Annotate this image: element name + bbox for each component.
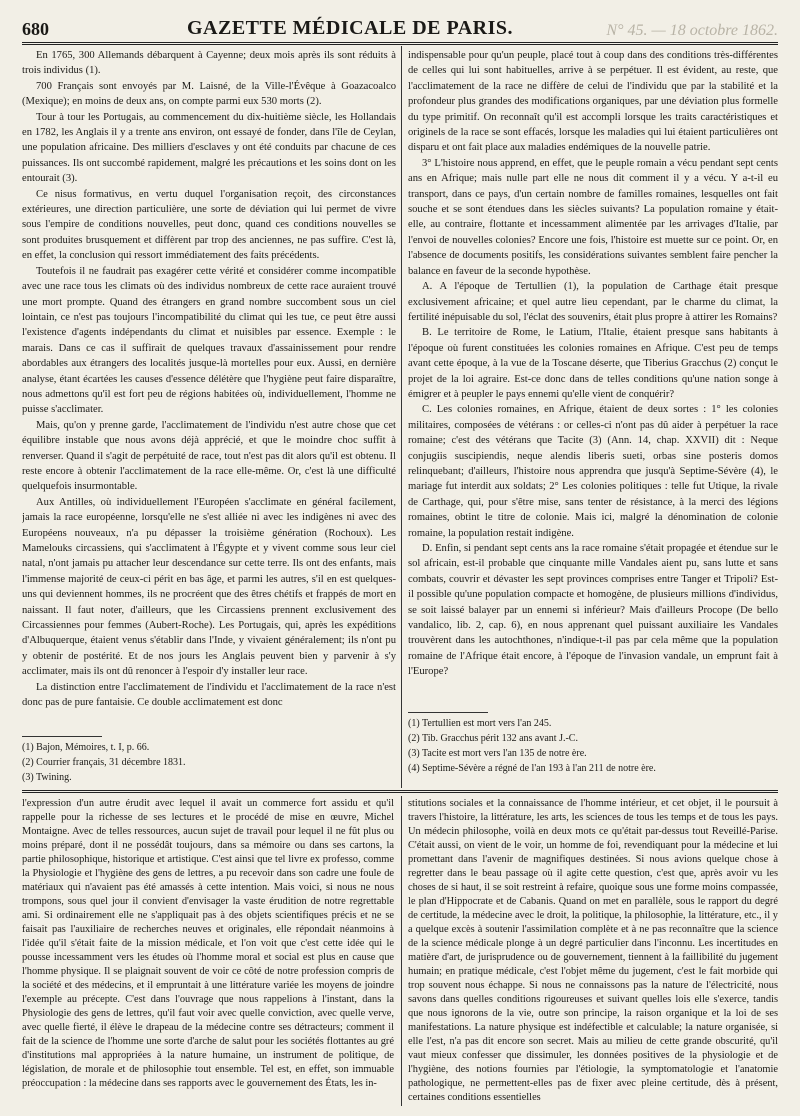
- paragraph: 3° L'histoire nous apprend, en effet, que le peuple romain a vécu pendant sept cents ans en Afrique; mais nulle part elle ne nous dit comment il y a vécu. Y a-t-il eu transport, dans ce pays, d'un certain nombre de familles romaines, lesquelles ont fait souche et se sont étendues dans les siècles suivants? La population romaine y était-elle, au contraire, flottante et incessamment alimentée par les arrivages d'Italie, par l'envoi de nouvelles colonies? Encore une fois, l'histoire est muette sur ce point. Or, en l'absence de documents positifs, les considérations suivantes semblent faire pencher la balance en faveur de la seconde hypothèse.: [408, 157, 778, 277]
- footnote-rule-right: [408, 712, 488, 713]
- footnotes-right: [408, 716, 778, 776]
- paragraph: Mais, qu'on y prenne garde, l'acclimatement de l'individu n'est autre chose que cet équilibre instable que nous avons déjà apprécié, et que le moindre choc suffit à renverser. Quand il s'agit de perpétuité de race, tout n'est pas dit alors qu'il est obtenu. Il reste encore à obtenir l'acclimatement de la race elle-même. Or, c'est là une difficulté quelquefois insurmontable.: [22, 419, 396, 493]
- paragraph: D. Enfin, si pendant sept cents ans la race romaine s'était propagée et étendue sur le sol africain, est-il probable que cinquante mille Vandales aient pu, sans lutte et sans combats, couvrir et dévaster les sept provinces comprises entre Tanger et Tripoli? Est-il possible qu'une population compacte et homogène, de plusieurs millions d'individus, se soit laissé balayer par un ennemi si inférieur? Mais d'ailleurs Procope (De bello vandalico, lib. 2, cap. 6), en nous apprenant quel puissant auxiliaire les Vandales trouvèrent dans les autochthones, n'indique-t-il pas par cela même que la population romaine de l'Afrique était encore, à l'époque de l'invasion vandale, un emprunt fait à l'Europe?: [408, 543, 778, 678]
- lower-right-text: stitutions sociales et la connaissance de l'homme intérieur, et cet objet, il le poursuit à travers l'histoire, la littérature, les arts, les sciences de tous les temps et de tous les pays. Un médecin philosophe, voilà en deux mots ce qu'était par-dessus tout Reveillé-Parise. C'était aussi, on vient de le voir, un homme de foi, revendiquant pour la médecine et lui promettant dans l'avenir de magnifiques destinées. Si nous avions quelque chose à regretter dans le beau passage où il agite cette question, c'est que, après avoir vu les choses de si haut, il se soit restreint à refaire, quoique sous une forme moins compassée, le plan d'Hippocrate et de Cabanis. Quand on met en parallèle, sous le rapport du degré de certitude, la médecine avec le droit, la politique, la philosophie, la littérature, etc., il y a quelque excès à soutenir l'assimilation complète et à ne pas reconnaître que la science de la science médicale plonge à un degré particulier dans l'inconnu. Les incertitudes en matière d'art, de jurisprudence ou de gouvernement, tiennent à la faillibilité du jugement humain; en pratique médicale, c'est l'objet même du jugement, c'est le fait morbide qui trop souvent nous échappe. Si nous ne connaissons pas la nature de l'électricité, nous savons dans quelles conditions rigoureuses et suivant quelles lois elle s'exerce, tandis que nous ignorons de la vie, outre son principe, la raison organique et la loi de ses manifestations. La nature physique est indéfectible et calculable; la nature organisée, si elle l'est, n'a pas dit encore son secret. Mais au milieu de cette grande obscurité, qu'il vaut mieux confesser que dissimuler, les données positives de la physiologie et de l'hygiène, des notions fournies par l'étiologie, la symptomatologie et l'anatomie pathologique, ne permettent-elles pas de fixer avec pleine certitude, dès à présent, certaines conditions essentielles: [408, 798, 778, 1103]
- lower-left-text: l'expression d'un autre érudit avec lequel il avait un commerce fort assidu et qu'il rappelle pour la richesse de ses lectures et le procédé de mise en œuvre, Michel Montaigne. Avec de telles ressources, aucun sujet de travail pour lequel il ne fût plus ou moins préparé, dont il ne possédât toujours, dans sa mémoire ou dans ses cartons, la partie philosophique, historique et artistique. C'est ainsi que tel livre ex professo, comme la Physiologie et l'hygiène des gens de lettres, a pu recevoir dans son cadre une foule de matériaux qui n'avaient pas été amassés à cette intention. Mais voici, si nous ne nous trompons, sous quel jour il convient d'envisager la vaste érudition de notre regrettable ami. Si ordinairement elle ne s'appliquait pas à des objets scientifiques précis et ne se faisait pas l'auxiliaire de recherches neuves et originales, elle répondait néanmoins à l'idée qu'il s'était faite de la mission médicale, et l'on voit que c'est cette idée qui le pousse incessamment vers les études où l'homme moral et social est plus en cause que l'homme physique. Il se plaignait souvent de voir ce côté de notre profession compris de la société et des médecins, et il empruntait à une littérature variée les moyens de joindre l'exemple au précepte. C'est dans l'ouvrage que nous rappelions à l'instant, dans la Physiologie des gens de lettres, qu'il faut voir avec quelle conviction, avec quelle verve, avec quelle fierté, il élève le drapeau de la médecine contre ses détracteurs; comment il fait de la science de l'homme une sorte d'arche de salut pour les sociétés flottantes au gré d'institutions mal appropriées à la nature humaine, un instrument de politique, de législation, de morale et de philosophie tout ensemble. Tel est, en effet, son immuable préoccupation : la médecine dans ses rapports avec le gouvernement des États, les in-: [22, 798, 394, 1089]
- footnote: (1) Bajon, Mémoires, t. I, p. 66.: [22, 742, 150, 753]
- paragraph: Aux Antilles, où individuellement l'Européen s'acclimate en général facilement, jamais la race européenne, lorsqu'elle ne s'est alliée ni avec les indigènes ni avec des Européens nouveaux, n'a pu dépasser la troisième génération (Rochoux). Les Mamelouks circassiens, qui s'acclimatent à l'Égypte et y vivent comme sous leur ciel natal, n'ont jamais pu attacher leur descendance sur cette terre. Ils ont des enfants, mais l'immense majorité de ceux-ci périt en bas âge, et parmi les autres, s'il en est quelques-uns qui deviennent hommes, ils ne procréent que des êtres chétifs et frappés de mort en naissant. Il faut noter, d'ailleurs, que les Circassiens prennent exclusivement des Circassiennes pour femmes (Aubert-Roche). Les Portugais, qui, après les expéditions d'Albuquerque, étaient venus s'établir dans l'Inde, y vivaient généralement; ils n'ont pu y obtenir de postérité. Et de nos jours les Anglais peuvent bien y parvenir à s'y acclimater, mais ils ont dû renoncer à l'espoir d'y installer leur race.: [22, 496, 396, 678]
- paragraph: Ce nisus formativus, en vertu duquel l'organisation reçoit, des circonstances extérieures, une direction particulière, une sorte de déviation qui lui permet de vivre sous l'empire de conditions nouvelles, peut donc, quand ces conditions nouvelles se sont produites brusquement et diffèrent par trop des anciennes, ne pas suffire. C'est là, en effet, la conclusion qui ressort immédiatement des faits précédents.: [22, 188, 396, 262]
- footnote: (2) Courrier français, 31 décembre 1831.: [22, 757, 186, 768]
- paragraph: Tour à tour les Portugais, au commencement du dix-huitième siècle, les Hollandais en 1782, les Anglais il y a trente ans environ, ont essayé de fonder, dans l'île de Ceylan, une population africaine. Des milliers d'esclaves y ont été conduits par chacune de ces puissances. Ils ont succombé rapidement, malgré les précautions et les soins dont on les entourait (3).: [22, 111, 396, 185]
- paragraph: 700 Français sont envoyés par M. Laisné, de la Ville-l'Évêque à Goazacoalco (Mexique); en moins de deux ans, on compte parmi eux 530 morts (2).: [22, 80, 396, 108]
- footnote-rule-left: [22, 736, 102, 737]
- paragraph: En 1765, 300 Allemands débarquent à Cayenne; deux mois après ils sont réduits à trois individus (1).: [22, 50, 396, 77]
- running-head-title: GAZETTE MÉDICALE DE PARIS.: [186, 17, 514, 39]
- feuilleton-rule: [22, 790, 778, 793]
- page-header: [22, 10, 778, 40]
- paragraph: A. A l'époque de Tertullien (1), la population de Carthage était presque exclusivement africaine; et quel autre lieu cependant, par le charme du climat, la fertilité inépuisable du sol, l'éclat des souvenirs, était plus propre à attirer les Romains?: [408, 281, 778, 323]
- footnote: (2) Tib. Gracchus périt 132 ans avant J.-C.: [408, 733, 578, 744]
- upper-right-column: [408, 48, 778, 706]
- footnotes-left: [22, 740, 396, 785]
- header-rule: [22, 42, 778, 45]
- lower-right-column: [408, 797, 778, 1109]
- page-number: 680: [22, 19, 49, 39]
- lower-left-column: [22, 797, 394, 1109]
- column-divider: [401, 46, 402, 788]
- footnote: (1) Tertullien est mort vers l'an 245.: [408, 718, 552, 729]
- footnote: (3) Tacite est mort vers l'an 135 de notre ère.: [408, 748, 587, 759]
- footnote: (3) Twining.: [22, 772, 72, 783]
- lower-column-divider: [401, 796, 402, 1106]
- bleed-through-date: N° 45. — 18 octobre 1862.: [606, 22, 778, 39]
- paragraph: Toutefois il ne faudrait pas exagérer cette vérité et considérer comme incompatible avec une race tous les climats où des individus nombreux de cette race auraient trouvé une mort prompte. Quand des étrangers en grand nombre succombent sous un ciel lointain, ce n'est pas toujours l'incompatibilité du climat qui les tue, ce peut être aussi l'existence d'agents indépendants du climat et nuisibles par essence. Exemple : le marais. Dans ce cas il suffirait de quelques travaux d'assainissement pour rendre abordables aux étrangers des localités jusque-là mortelles pour eux. Aussi, en dernière analyse, étant écartées les causes d'essence délétère que l'hygiène peut faire disparaître, nous admettons qu'il est fort peu de régions habitées où, individuellement, l'homme ne puisse s'acclimater.: [22, 265, 396, 416]
- paragraph: B. Le territoire de Rome, le Latium, l'Italie, étaient presque sans habitants à l'époque où furent constituées les colonies romaines en Afrique. C'est peu de temps avant cette époque, à la vue de la Toscane déserte, que Tiberius Gracchus (2) conçut le projet de la loi agraire. Est-ce donc dans de telles conditions qu'une nation songe à émigrer et à peupler le pays ennemi qu'elle vient de conquérir?: [408, 327, 778, 400]
- paragraph: indispensable pour qu'un peuple, placé tout à coup dans des conditions très-différentes de celles qui lui sont habituelles, arrive à se perpétuer. Il est évident, au reste, que l'acclimatement de la race ne diffère de celui de l'individu que par la stabilité et la profondeur plus grandes des modifications organiques, par une déviation plus formelle du type primitif. On reconnaît qu'il est accompli lorsque les traits caractéristiques et originels de la race se sont effacés, lorsque les maladies qui lui étaient particulières ont disparu et ont fait place aux maladies endémiques de la nouvelle patrie.: [408, 50, 778, 154]
- footnote: (4) Septime-Sévère a régné de l'an 193 à l'an 211 de notre ère.: [408, 763, 656, 774]
- paragraph: C. Les colonies romaines, en Afrique, étaient de deux sortes : 1° les colonies militaires, composées de vétérans : or celles-ci n'ont pas dû aider à perpétuer la race romaine; c'est des vétérans que Tacite (3) (Ann. 14, chap. XXVII) dit : Neque conjugiis suscipiendis, neque alendis liberis sueti, orbas sine posteris domos relinquebant; d'ailleurs, l'histoire nous apprendra que jusqu'à Septime-Sévère (4), le mariage fut interdit aux soldats; 2° Les colonies politiques : telle fut Utique, la rivale de Carthage, qui, pour s'être mise, sans tenter de résistance, à la merci des légions romaines, obtint le titre de colonie. Mais ici, malgré la dénomination de colonie romaine, la population restait indigène.: [408, 404, 778, 539]
- paragraph: La distinction entre l'acclimatement de l'individu et l'acclimatement de la race n'est donc pas de pure fantaisie. Ce double acclimatement est donc: [22, 681, 396, 709]
- upper-left-column: [22, 48, 396, 732]
